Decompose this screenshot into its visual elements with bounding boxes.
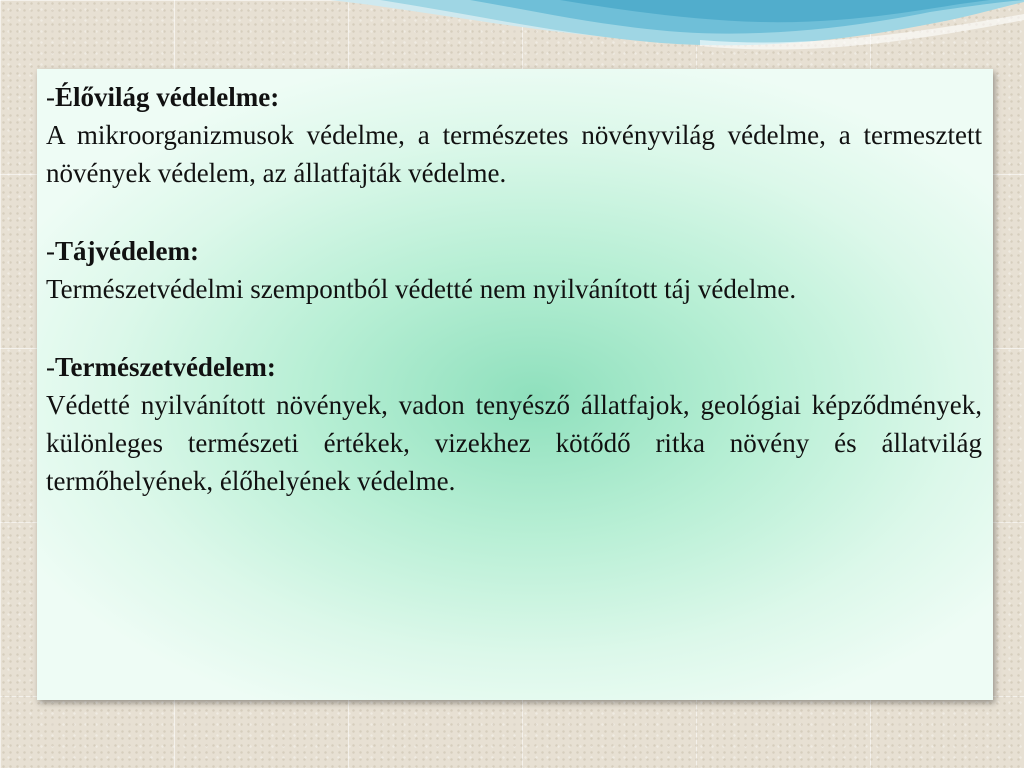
section-tajvedelem [46,232,982,308]
section-heading: -Tájvédelem: [46,236,199,266]
section-text: A mikroorganizmusok védelme, a természetes növényvilág védelme, a termesztett növények védelem, az állatfajták védelme. [46,120,982,188]
section-heading: -Élővilág védelelme: [46,82,280,112]
section-text: Védetté nyilvánított növények, vadon tenyésző állatfajok, geológiai képződmények, különleges természeti értékek, vizekhez kötődő ritka növény és állatvilág termőhelyének, élőhelyének védelme. [46,390,982,496]
section-termeszetvedelem [46,348,982,500]
section-text: Természetvédelmi szempontból védetté nem nyilvánított táj védelme. [46,274,797,304]
decorative-waves [0,0,1024,80]
content-card [37,69,993,700]
section-heading: -Természetvédelem: [46,352,276,382]
section-elovilag [46,78,982,192]
